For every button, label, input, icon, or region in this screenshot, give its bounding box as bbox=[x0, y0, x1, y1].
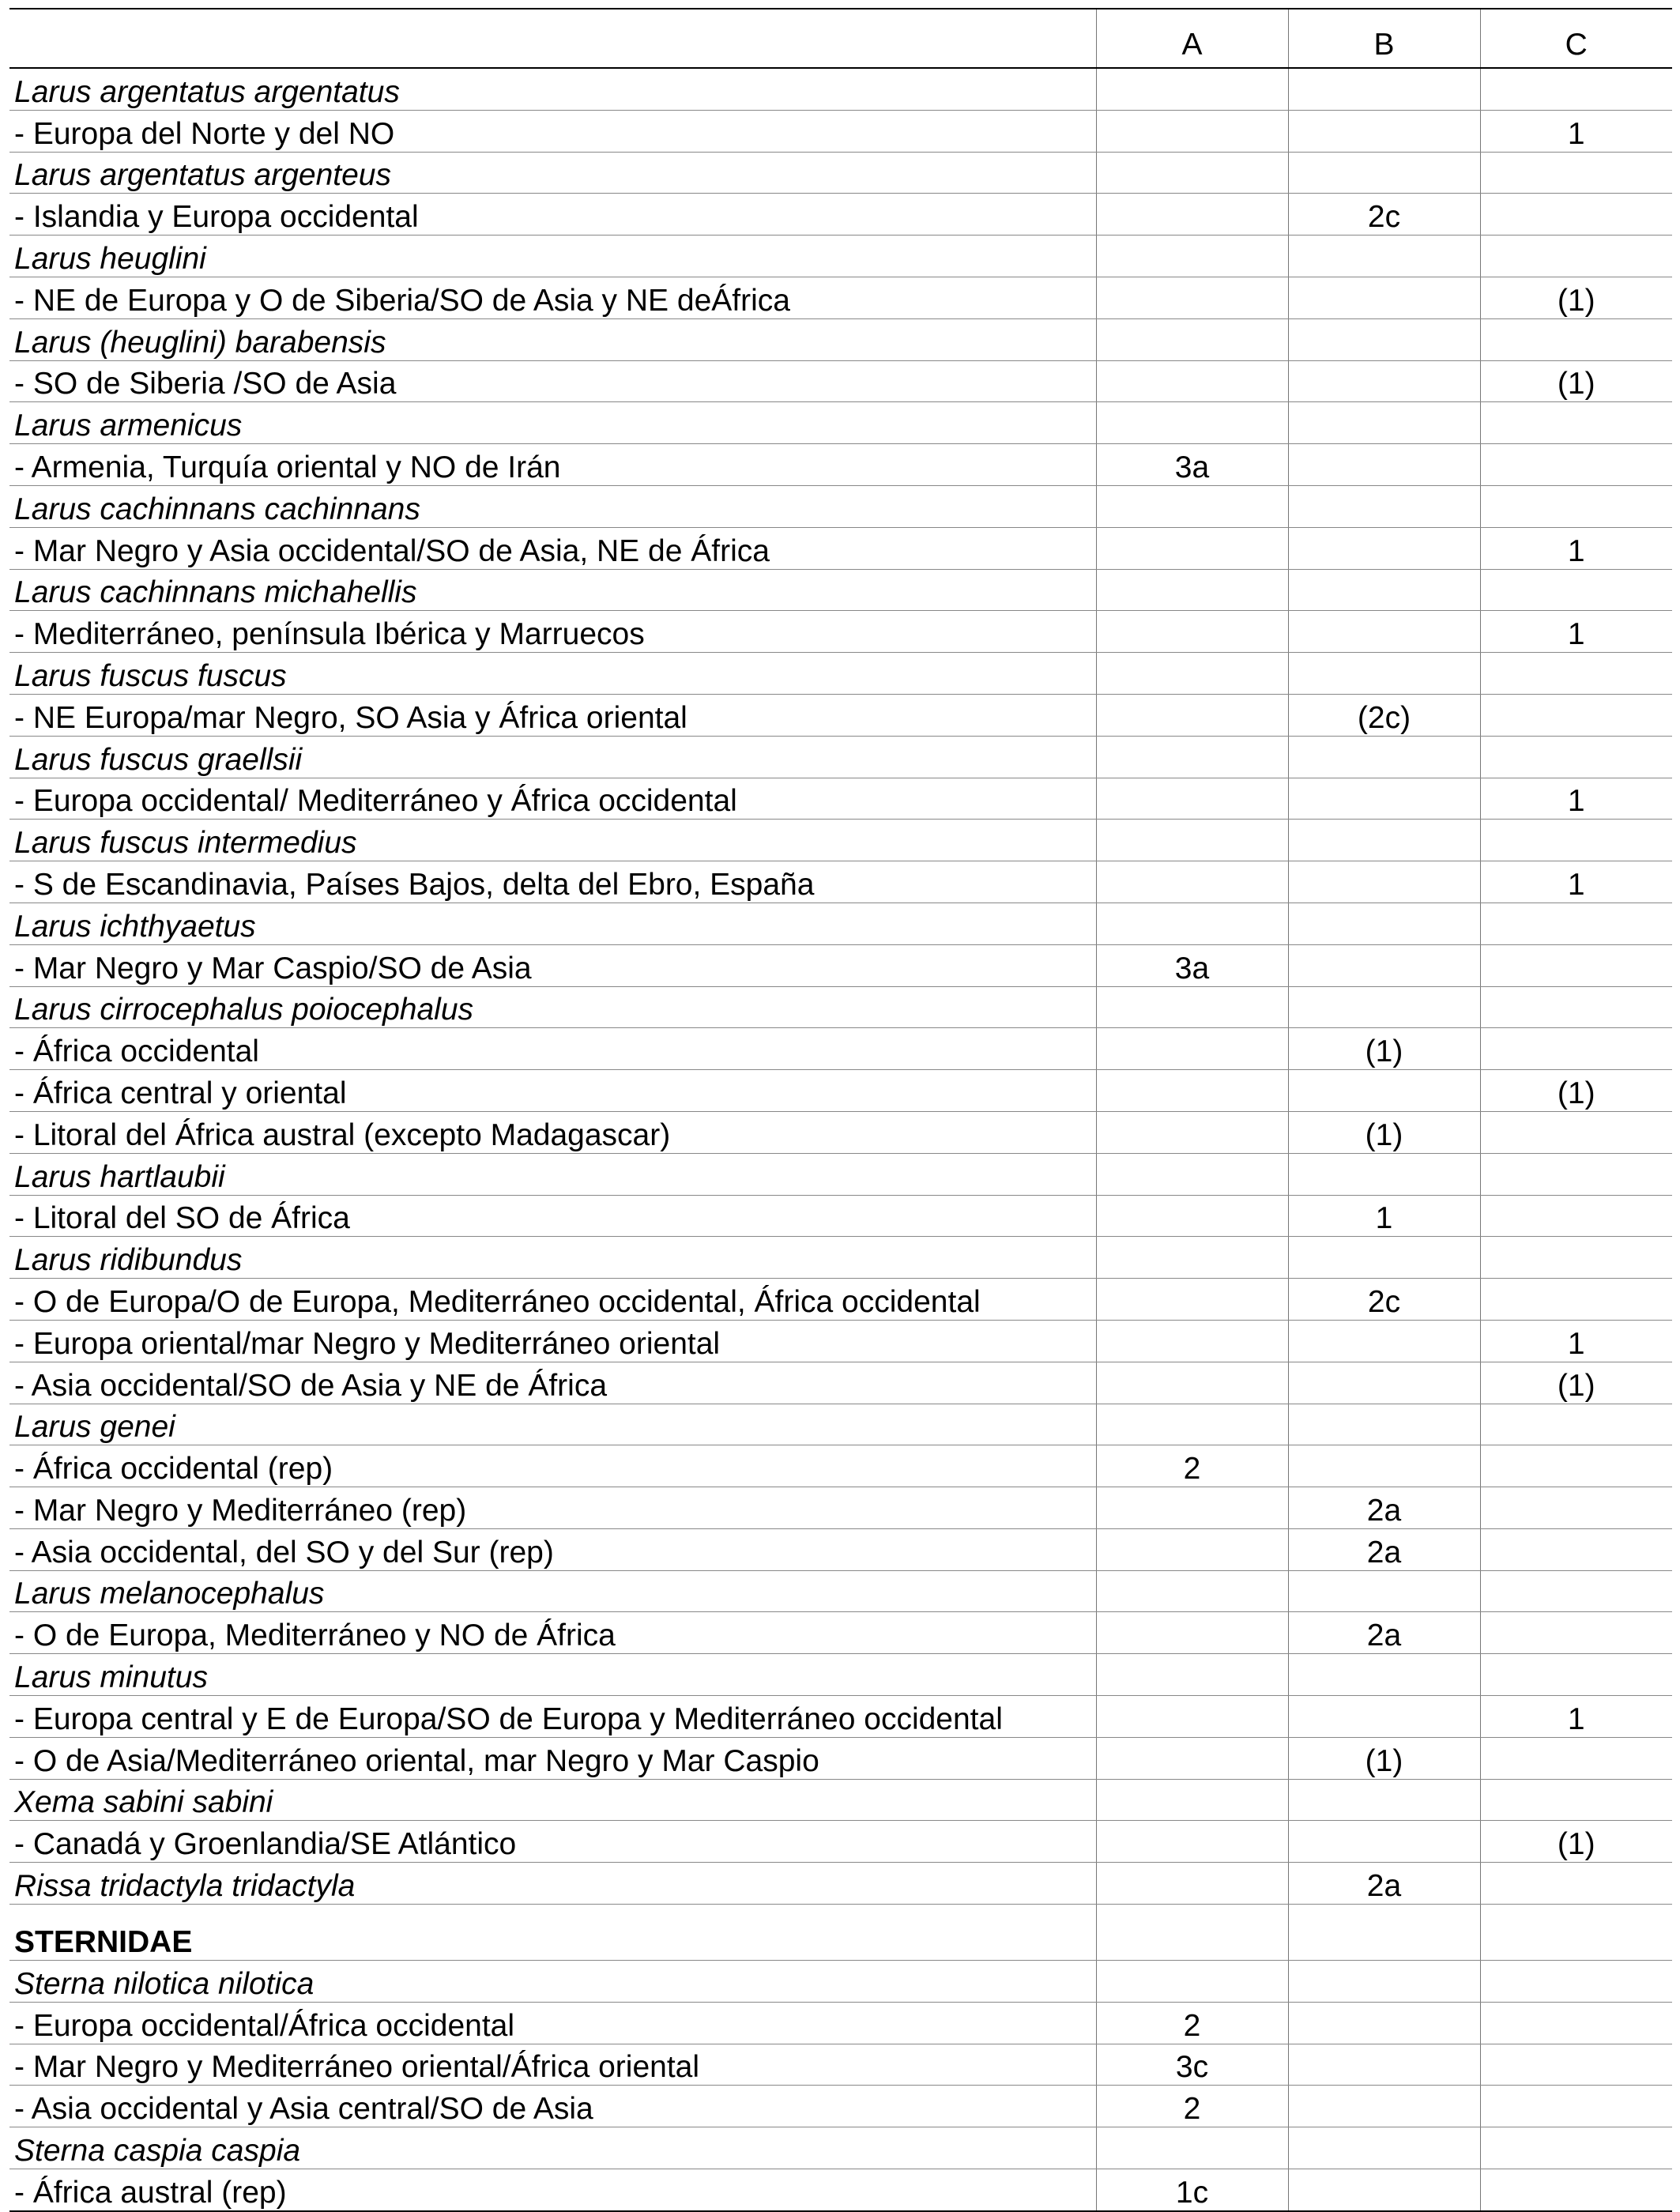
row-value-b bbox=[1288, 152, 1480, 194]
row-name: - O de Europa/O de Europa, Mediterráneo occidental, África occidental bbox=[9, 1279, 1096, 1321]
row-value-a: 3a bbox=[1096, 944, 1288, 986]
row-name: - África central y oriental bbox=[9, 1070, 1096, 1112]
header-name bbox=[9, 9, 1096, 68]
table-row bbox=[9, 778, 1672, 820]
row-value-b bbox=[1288, 1779, 1480, 1821]
row-value-c bbox=[1480, 1737, 1672, 1779]
header-a: A bbox=[1096, 9, 1288, 68]
row-name: - Europa occidental/ Mediterráneo y África occidental bbox=[9, 778, 1096, 820]
table-row bbox=[9, 1528, 1672, 1570]
row-value-c bbox=[1480, 944, 1672, 986]
row-name: - Europa oriental/mar Negro y Mediterráneo oriental bbox=[9, 1320, 1096, 1362]
row-value-b bbox=[1288, 1320, 1480, 1362]
row-value-c bbox=[1480, 820, 1672, 861]
table-row bbox=[9, 527, 1672, 569]
row-value-a bbox=[1096, 277, 1288, 318]
header-row bbox=[9, 9, 1672, 68]
row-value-b bbox=[1288, 1654, 1480, 1696]
row-value-b bbox=[1288, 1696, 1480, 1738]
row-value-c bbox=[1480, 1195, 1672, 1237]
row-name: - O de Europa, Mediterráneo y NO de África bbox=[9, 1612, 1096, 1654]
row-value-b bbox=[1288, 820, 1480, 861]
row-name: - Asia occidental/SO de Asia y NE de África bbox=[9, 1362, 1096, 1404]
row-value-b bbox=[1288, 611, 1480, 653]
row-name: - NE Europa/mar Negro, SO Asia y África oriental bbox=[9, 694, 1096, 736]
table-row bbox=[9, 694, 1672, 736]
row-value-a bbox=[1096, 1153, 1288, 1195]
row-value-b: (1) bbox=[1288, 1737, 1480, 1779]
row-value-a bbox=[1096, 152, 1288, 194]
row-name: - África occidental (rep) bbox=[9, 1445, 1096, 1487]
row-name: Sterna nilotica nilotica bbox=[9, 1961, 1096, 2003]
row-name: - Mediterráneo, península Ibérica y Marruecos bbox=[9, 611, 1096, 653]
table-header bbox=[9, 9, 1672, 68]
row-name: - S de Escandinavia, Países Bajos, delta del Ebro, España bbox=[9, 861, 1096, 903]
table-row bbox=[9, 1445, 1672, 1487]
table-row bbox=[9, 653, 1672, 695]
row-name: Larus fuscus intermedius bbox=[9, 820, 1096, 861]
row-value-a bbox=[1096, 1905, 1288, 1961]
row-value-a bbox=[1096, 653, 1288, 695]
row-value-c bbox=[1480, 1905, 1672, 1961]
row-value-c bbox=[1480, 2086, 1672, 2127]
row-name: Rissa tridactyla tridactyla bbox=[9, 1863, 1096, 1905]
row-value-c bbox=[1480, 444, 1672, 486]
row-value-b bbox=[1288, 110, 1480, 152]
row-value-c bbox=[1480, 1528, 1672, 1570]
row-name: - Islandia y Europa occidental bbox=[9, 194, 1096, 236]
row-value-b: (2c) bbox=[1288, 694, 1480, 736]
row-value-c bbox=[1480, 1111, 1672, 1153]
table-row bbox=[9, 1362, 1672, 1404]
table-row bbox=[9, 1404, 1672, 1445]
table-body bbox=[9, 68, 1672, 2211]
table-row bbox=[9, 2044, 1672, 2086]
row-name: Larus hartlaubii bbox=[9, 1153, 1096, 1195]
row-value-b: 2a bbox=[1288, 1528, 1480, 1570]
table-row bbox=[9, 277, 1672, 318]
row-value-c: (1) bbox=[1480, 1821, 1672, 1863]
row-value-b bbox=[1288, 2169, 1480, 2211]
row-value-a bbox=[1096, 1279, 1288, 1321]
row-name: - África occidental bbox=[9, 1028, 1096, 1070]
row-name: Larus (heuglini) barabensis bbox=[9, 318, 1096, 360]
row-value-b: 2c bbox=[1288, 1279, 1480, 1321]
table-row bbox=[9, 986, 1672, 1028]
row-value-c bbox=[1480, 736, 1672, 778]
row-name: Larus genei bbox=[9, 1404, 1096, 1445]
row-name: Larus cachinnans cachinnans bbox=[9, 485, 1096, 527]
row-value-c bbox=[1480, 569, 1672, 611]
table-row bbox=[9, 736, 1672, 778]
table-row bbox=[9, 1570, 1672, 1612]
table-row bbox=[9, 1905, 1672, 1961]
row-value-b bbox=[1288, 1153, 1480, 1195]
row-value-a bbox=[1096, 1961, 1288, 2003]
row-value-c bbox=[1480, 1612, 1672, 1654]
table-row bbox=[9, 1028, 1672, 1070]
row-value-c: 1 bbox=[1480, 778, 1672, 820]
table-row bbox=[9, 1737, 1672, 1779]
row-value-c bbox=[1480, 1404, 1672, 1445]
row-value-a bbox=[1096, 402, 1288, 444]
row-name: Larus minutus bbox=[9, 1654, 1096, 1696]
row-name: - Mar Negro y Mediterráneo (rep) bbox=[9, 1487, 1096, 1529]
row-value-b: 2a bbox=[1288, 1863, 1480, 1905]
row-value-c: 1 bbox=[1480, 861, 1672, 903]
row-value-c bbox=[1480, 903, 1672, 944]
row-value-a bbox=[1096, 1737, 1288, 1779]
table-row bbox=[9, 1111, 1672, 1153]
row-value-c: (1) bbox=[1480, 1070, 1672, 1112]
row-value-a: 1c bbox=[1096, 2169, 1288, 2211]
table-row bbox=[9, 1070, 1672, 1112]
row-value-a bbox=[1096, 1570, 1288, 1612]
row-value-c bbox=[1480, 1863, 1672, 1905]
row-value-b bbox=[1288, 736, 1480, 778]
table-row bbox=[9, 194, 1672, 236]
table-row bbox=[9, 236, 1672, 277]
row-value-c bbox=[1480, 1153, 1672, 1195]
row-value-a bbox=[1096, 485, 1288, 527]
table-row bbox=[9, 1320, 1672, 1362]
row-value-a bbox=[1096, 1320, 1288, 1362]
row-value-b: 2c bbox=[1288, 194, 1480, 236]
row-value-c bbox=[1480, 68, 1672, 110]
row-name: STERNIDAE bbox=[9, 1905, 1096, 1961]
row-name: Larus cachinnans michahellis bbox=[9, 569, 1096, 611]
row-value-c bbox=[1480, 1779, 1672, 1821]
row-name: Sterna caspia caspia bbox=[9, 2127, 1096, 2169]
row-value-b bbox=[1288, 527, 1480, 569]
row-name: Larus armenicus bbox=[9, 402, 1096, 444]
row-value-a bbox=[1096, 1237, 1288, 1279]
species-status-table bbox=[9, 8, 1672, 2212]
table-row bbox=[9, 820, 1672, 861]
row-value-a bbox=[1096, 110, 1288, 152]
row-value-a bbox=[1096, 1612, 1288, 1654]
row-value-b bbox=[1288, 68, 1480, 110]
table-row bbox=[9, 1961, 1672, 2003]
table-row bbox=[9, 444, 1672, 486]
row-value-a bbox=[1096, 903, 1288, 944]
row-value-a bbox=[1096, 694, 1288, 736]
row-value-a bbox=[1096, 569, 1288, 611]
row-value-c: 1 bbox=[1480, 527, 1672, 569]
row-value-a bbox=[1096, 2127, 1288, 2169]
table-row bbox=[9, 1237, 1672, 1279]
row-value-c bbox=[1480, 1279, 1672, 1321]
row-value-c bbox=[1480, 2169, 1672, 2211]
table-row bbox=[9, 1195, 1672, 1237]
row-value-a bbox=[1096, 1696, 1288, 1738]
row-value-b bbox=[1288, 778, 1480, 820]
row-value-c bbox=[1480, 653, 1672, 695]
row-value-c bbox=[1480, 2002, 1672, 2044]
row-value-b bbox=[1288, 1404, 1480, 1445]
row-name: - Mar Negro y Mediterráneo oriental/África oriental bbox=[9, 2044, 1096, 2086]
row-name: Larus argentatus argentatus bbox=[9, 68, 1096, 110]
row-value-b bbox=[1288, 1445, 1480, 1487]
row-value-b bbox=[1288, 277, 1480, 318]
row-value-b bbox=[1288, 2127, 1480, 2169]
row-value-c bbox=[1480, 236, 1672, 277]
row-value-a: 3a bbox=[1096, 444, 1288, 486]
row-value-b bbox=[1288, 444, 1480, 486]
table-row bbox=[9, 152, 1672, 194]
row-value-a bbox=[1096, 1821, 1288, 1863]
table-row bbox=[9, 2127, 1672, 2169]
row-name: Larus ridibundus bbox=[9, 1237, 1096, 1279]
row-value-b bbox=[1288, 1570, 1480, 1612]
row-value-a bbox=[1096, 1028, 1288, 1070]
row-value-c bbox=[1480, 2127, 1672, 2169]
row-value-b bbox=[1288, 903, 1480, 944]
row-value-c: (1) bbox=[1480, 277, 1672, 318]
table-row bbox=[9, 110, 1672, 152]
row-value-a bbox=[1096, 68, 1288, 110]
row-value-b bbox=[1288, 236, 1480, 277]
row-value-b bbox=[1288, 2086, 1480, 2127]
row-value-a: 3c bbox=[1096, 2044, 1288, 2086]
row-value-c: (1) bbox=[1480, 360, 1672, 402]
row-name: Larus cirrocephalus poiocephalus bbox=[9, 986, 1096, 1028]
row-name: - Armenia, Turquía oriental y NO de Irán bbox=[9, 444, 1096, 486]
row-value-c bbox=[1480, 1445, 1672, 1487]
table-row bbox=[9, 861, 1672, 903]
row-value-b: 2a bbox=[1288, 1612, 1480, 1654]
table-row bbox=[9, 611, 1672, 653]
table-row bbox=[9, 2169, 1672, 2211]
row-value-b bbox=[1288, 569, 1480, 611]
table-row bbox=[9, 2002, 1672, 2044]
table-row bbox=[9, 944, 1672, 986]
row-name: - Asia occidental y Asia central/SO de Asia bbox=[9, 2086, 1096, 2127]
row-value-b bbox=[1288, 1821, 1480, 1863]
row-value-b bbox=[1288, 318, 1480, 360]
row-value-a bbox=[1096, 861, 1288, 903]
table-row bbox=[9, 1696, 1672, 1738]
table-row bbox=[9, 569, 1672, 611]
row-name: Larus ichthyaetus bbox=[9, 903, 1096, 944]
row-value-c: (1) bbox=[1480, 1362, 1672, 1404]
row-value-b bbox=[1288, 1905, 1480, 1961]
row-name: - Litoral del SO de África bbox=[9, 1195, 1096, 1237]
row-name: - Litoral del África austral (excepto Madagascar) bbox=[9, 1111, 1096, 1153]
row-name: - Canadá y Groenlandia/SE Atlántico bbox=[9, 1821, 1096, 1863]
row-value-a bbox=[1096, 318, 1288, 360]
row-value-b: (1) bbox=[1288, 1028, 1480, 1070]
row-value-b bbox=[1288, 1961, 1480, 2003]
table-row bbox=[9, 402, 1672, 444]
row-value-b bbox=[1288, 1362, 1480, 1404]
row-value-a bbox=[1096, 820, 1288, 861]
row-value-a bbox=[1096, 527, 1288, 569]
row-name: - Europa occidental/África occidental bbox=[9, 2002, 1096, 2044]
row-name: - África austral (rep) bbox=[9, 2169, 1096, 2211]
row-name: - Mar Negro y Asia occidental/SO de Asia, NE de África bbox=[9, 527, 1096, 569]
row-value-a bbox=[1096, 1070, 1288, 1112]
row-value-a bbox=[1096, 778, 1288, 820]
row-value-a bbox=[1096, 736, 1288, 778]
row-value-c bbox=[1480, 2044, 1672, 2086]
row-value-a: 2 bbox=[1096, 1445, 1288, 1487]
row-value-a bbox=[1096, 1528, 1288, 1570]
row-value-c bbox=[1480, 1487, 1672, 1529]
row-value-c bbox=[1480, 1961, 1672, 2003]
row-value-b bbox=[1288, 360, 1480, 402]
row-value-a bbox=[1096, 1487, 1288, 1529]
row-name: Xema sabini sabini bbox=[9, 1779, 1096, 1821]
row-value-b bbox=[1288, 653, 1480, 695]
table-row bbox=[9, 1279, 1672, 1321]
row-value-c bbox=[1480, 694, 1672, 736]
row-name: Larus fuscus fuscus bbox=[9, 653, 1096, 695]
row-value-a: 2 bbox=[1096, 2086, 1288, 2127]
row-name: Larus fuscus graellsii bbox=[9, 736, 1096, 778]
row-value-b: (1) bbox=[1288, 1111, 1480, 1153]
row-value-b bbox=[1288, 986, 1480, 1028]
table-row bbox=[9, 1487, 1672, 1529]
row-value-a bbox=[1096, 360, 1288, 402]
row-value-c bbox=[1480, 1654, 1672, 1696]
row-name: - Europa del Norte y del NO bbox=[9, 110, 1096, 152]
row-value-c bbox=[1480, 402, 1672, 444]
header-b: B bbox=[1288, 9, 1480, 68]
table-row bbox=[9, 1821, 1672, 1863]
table-row bbox=[9, 1654, 1672, 1696]
table-row bbox=[9, 1153, 1672, 1195]
row-value-c bbox=[1480, 1237, 1672, 1279]
row-value-c bbox=[1480, 485, 1672, 527]
row-name: Larus argentatus argenteus bbox=[9, 152, 1096, 194]
row-value-a bbox=[1096, 1654, 1288, 1696]
row-value-b bbox=[1288, 1070, 1480, 1112]
table-row bbox=[9, 485, 1672, 527]
row-name: - Mar Negro y Mar Caspio/SO de Asia bbox=[9, 944, 1096, 986]
table-row bbox=[9, 1863, 1672, 1905]
table-row bbox=[9, 68, 1672, 110]
row-value-a: 2 bbox=[1096, 2002, 1288, 2044]
row-value-a bbox=[1096, 1195, 1288, 1237]
row-value-a bbox=[1096, 1404, 1288, 1445]
row-value-a bbox=[1096, 194, 1288, 236]
row-name: - O de Asia/Mediterráneo oriental, mar Negro y Mar Caspio bbox=[9, 1737, 1096, 1779]
table-row bbox=[9, 903, 1672, 944]
row-name: - Europa central y E de Europa/SO de Europa y Mediterráneo occidental bbox=[9, 1696, 1096, 1738]
row-value-b bbox=[1288, 944, 1480, 986]
row-value-b bbox=[1288, 1237, 1480, 1279]
row-value-b: 1 bbox=[1288, 1195, 1480, 1237]
row-value-a bbox=[1096, 1779, 1288, 1821]
row-name: - NE de Europa y O de Siberia/SO de Asia y NE deÁfrica bbox=[9, 277, 1096, 318]
row-value-a bbox=[1096, 986, 1288, 1028]
table-row bbox=[9, 2086, 1672, 2127]
row-value-c: 1 bbox=[1480, 1696, 1672, 1738]
table-row bbox=[9, 318, 1672, 360]
table-row bbox=[9, 1779, 1672, 1821]
row-value-c bbox=[1480, 318, 1672, 360]
row-value-a bbox=[1096, 236, 1288, 277]
row-value-b bbox=[1288, 2044, 1480, 2086]
row-value-c: 1 bbox=[1480, 611, 1672, 653]
row-value-c: 1 bbox=[1480, 1320, 1672, 1362]
row-value-b bbox=[1288, 2002, 1480, 2044]
header-c: C bbox=[1480, 9, 1672, 68]
row-value-c bbox=[1480, 152, 1672, 194]
table-row bbox=[9, 360, 1672, 402]
row-name: Larus melanocephalus bbox=[9, 1570, 1096, 1612]
row-value-c bbox=[1480, 194, 1672, 236]
row-value-a bbox=[1096, 611, 1288, 653]
row-value-b: 2a bbox=[1288, 1487, 1480, 1529]
row-value-c bbox=[1480, 986, 1672, 1028]
row-value-c bbox=[1480, 1570, 1672, 1612]
row-value-b bbox=[1288, 861, 1480, 903]
table-row bbox=[9, 1612, 1672, 1654]
row-value-a bbox=[1096, 1863, 1288, 1905]
row-value-b bbox=[1288, 485, 1480, 527]
row-value-c bbox=[1480, 1028, 1672, 1070]
row-value-a bbox=[1096, 1362, 1288, 1404]
row-value-a bbox=[1096, 1111, 1288, 1153]
row-name: Larus heuglini bbox=[9, 236, 1096, 277]
row-value-c: 1 bbox=[1480, 110, 1672, 152]
row-name: - Asia occidental, del SO y del Sur (rep) bbox=[9, 1528, 1096, 1570]
row-value-b bbox=[1288, 402, 1480, 444]
row-name: - SO de Siberia /SO de Asia bbox=[9, 360, 1096, 402]
